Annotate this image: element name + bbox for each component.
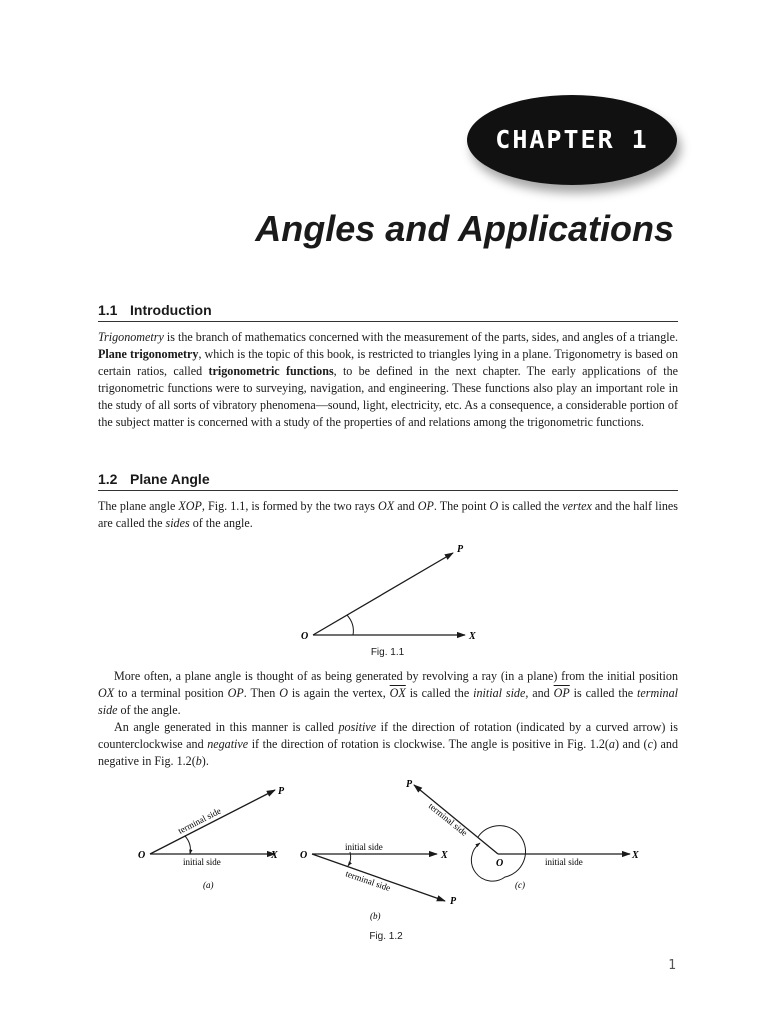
angle-arc — [347, 615, 353, 635]
svg-text:P: P — [278, 786, 285, 797]
svg-text:(c): (c) — [515, 880, 525, 890]
chapter-title: Angles and Applications — [255, 208, 674, 249]
label-x: X — [469, 631, 476, 642]
label-p: P — [457, 544, 464, 555]
svg-text:terminal side: terminal side — [344, 868, 392, 894]
section-number: 1.1 — [98, 302, 118, 318]
label-o: O — [301, 631, 309, 642]
svg-text:initial side: initial side — [183, 857, 221, 867]
svg-text:X: X — [441, 850, 448, 861]
figure-1-2c — [406, 779, 639, 890]
section-heading-plane-angle — [98, 471, 678, 491]
figure-1-2b — [300, 842, 457, 921]
ray-op — [313, 553, 453, 635]
plane-angle-paragraph: The plane angle XOP, Fig. 1.1, is formed by the two rays OX and OP. The point O is called the vertex and the half lines are called the sides of the angle. — [98, 499, 678, 530]
chapter-badge — [467, 95, 677, 185]
svg-text:P: P — [450, 896, 457, 907]
svg-text:(a): (a) — [203, 880, 214, 890]
chapter-label: CHAPTER 1 — [495, 125, 649, 154]
section-heading-introduction — [98, 302, 678, 322]
introduction-paragraph: Trigonometry is the branch of mathematics concerned with the measurement of the parts, sides, and angles of a triangle. Plane trigonometry, which is the topic of this book, is restricted to triangles lying in a plane. Trigonometry is based on certain ratios, called trigonometric functions, to be defined in the next chapter. The early applications of the trigonometric functions were to surveying, navigation, and engineering. These functions also play an important role in the study of all sorts of vibratory phenomena—sound, light, electricity, etc. As a consequence, a considerable portion of the subject matter is concerned with a study of the properties of and relations among the trigonometric functions. — [98, 330, 679, 429]
svg-text:initial side: initial side — [545, 857, 583, 867]
figure-1-2a — [138, 786, 285, 890]
svg-text:O: O — [496, 858, 504, 869]
figure-1-1 — [295, 540, 485, 644]
page-number: 1 — [668, 958, 676, 973]
generated-angle-paragraph: More often, a plane angle is thought of as being generated by revolving a ray (in a plane) from the initial position OX to a terminal position OP. Then O is again the vertex, $\overline{OX}$ is called the initial side, and $\overline{OP}$ is called the terminal side of the angle. — [98, 669, 679, 717]
figure-1-2-caption: Fig. 1.2 — [369, 931, 403, 942]
section-number: 1.2 — [98, 471, 118, 487]
rotation-direction-paragraph: An angle generated in this manner is called positive if the direction of rotation (indicated by a curved arrow) is counterclockwise and negative if the direction of rotation is clockwise. The angle is positive in Fig. 1.2(a) and (c) and negative in Fig. 1.2(b). — [98, 720, 678, 768]
svg-text:terminal side: terminal side — [426, 800, 470, 838]
svg-text:P: P — [406, 779, 413, 790]
svg-text:(b): (b) — [370, 911, 381, 921]
svg-text:initial side: initial side — [345, 842, 383, 852]
svg-text:terminal side: terminal side — [176, 805, 223, 836]
section-title: Introduction — [130, 302, 212, 318]
svg-text:X: X — [632, 850, 639, 861]
svg-text:O: O — [138, 850, 146, 861]
figure-1-1-caption: Fig. 1.1 — [370, 647, 405, 658]
svg-text:X: X — [271, 850, 278, 861]
section-title: Plane Angle — [130, 471, 210, 487]
figure-1-2 — [110, 775, 650, 925]
svg-text:O: O — [300, 850, 308, 861]
